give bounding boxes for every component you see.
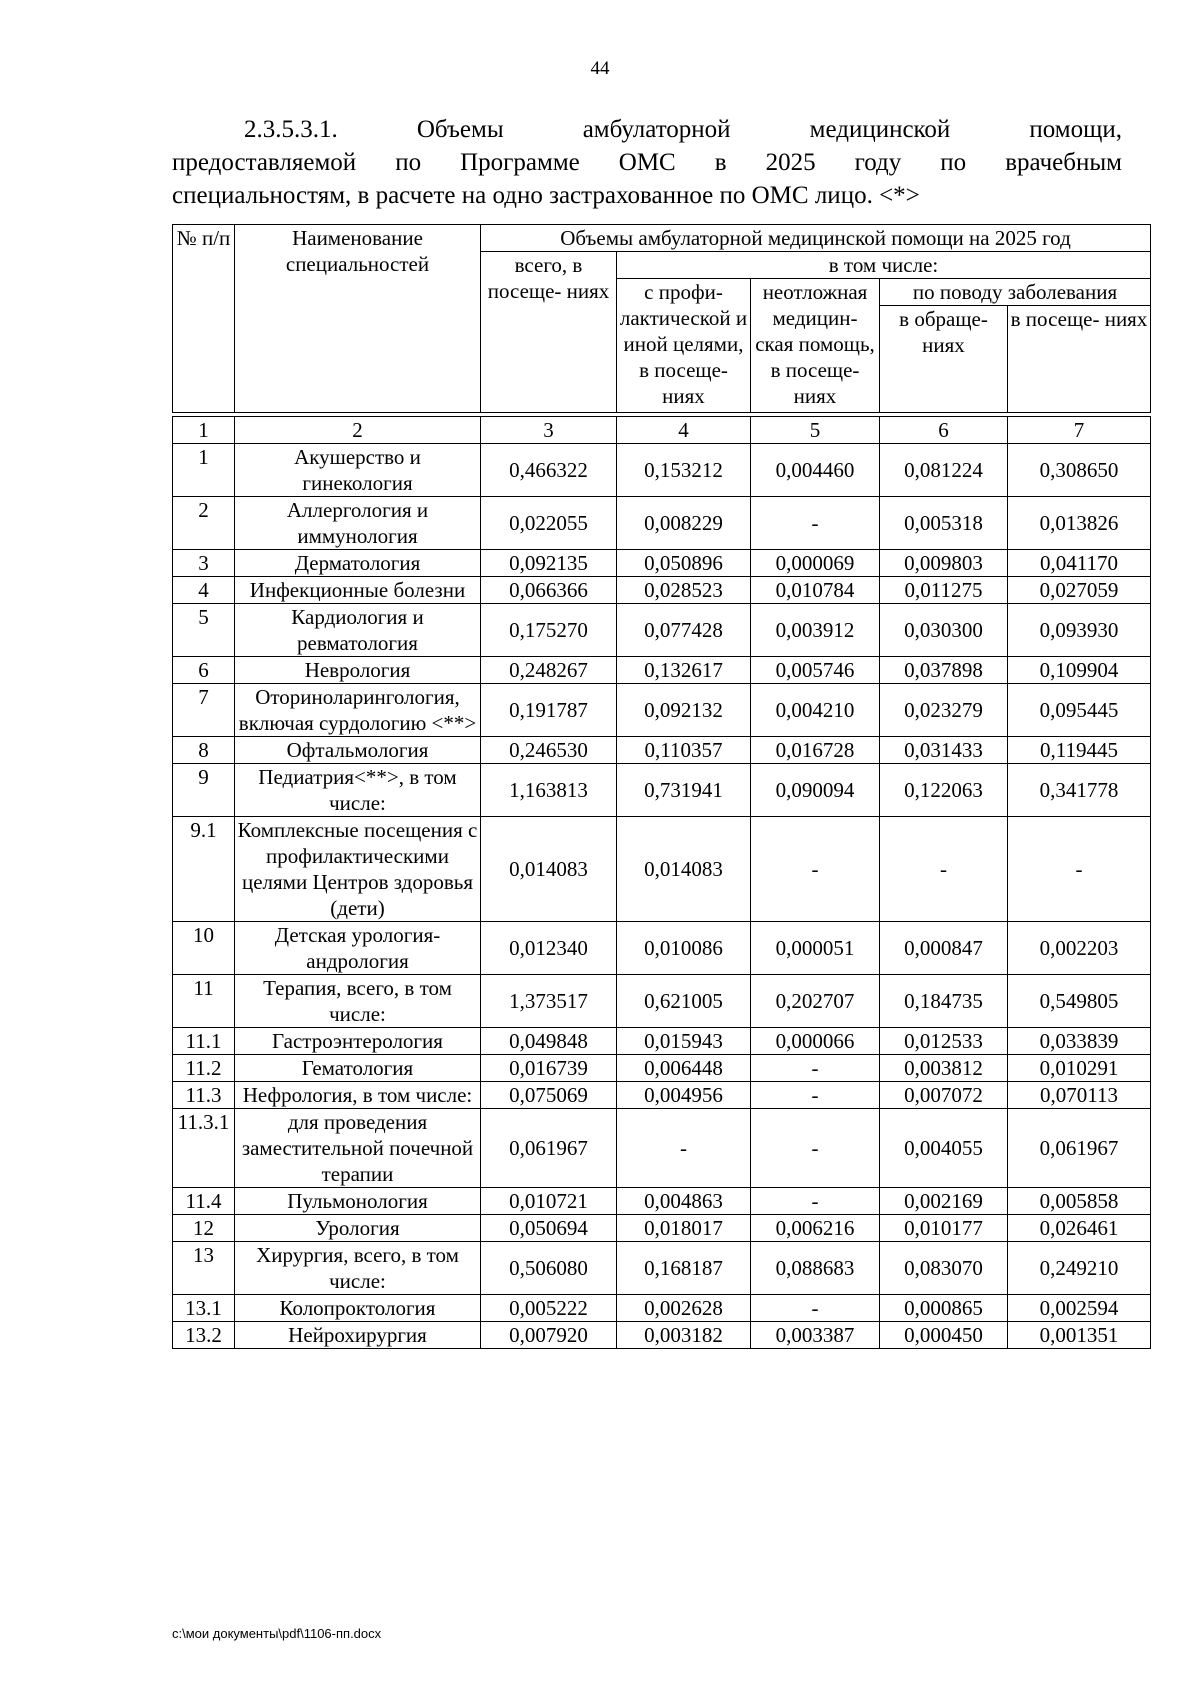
specialty-name: Нефрология, в том числе: [235,1082,481,1109]
heading-line-3: специальностям, в расчете на одно застрахованное по ОМС лицо. <*> [172,182,920,209]
value-visits: 0,002203 [1008,922,1151,975]
value-prophylactic: 0,018017 [617,1215,751,1242]
header-num: № п/п [173,225,235,413]
value-total: 1,163813 [481,764,617,817]
column-number: 3 [481,417,617,444]
column-numbers-row [173,417,1151,444]
value-total: 0,248267 [481,657,617,684]
value-visits: 0,095445 [1008,684,1151,737]
row-number: 8 [173,737,235,764]
value-visits: 0,070113 [1008,1082,1151,1109]
value-urgent: - [751,817,880,922]
row-number: 1 [173,444,235,497]
value-total: 0,014083 [481,817,617,922]
value-appeals: 0,011275 [880,577,1008,604]
value-appeals: 0,081224 [880,444,1008,497]
row-number: 11.4 [173,1188,235,1215]
specialty-name: Пульмонология [235,1188,481,1215]
value-appeals: 0,184735 [880,975,1008,1028]
header-disease: по поводу заболевания [880,279,1151,306]
row-number: 4 [173,577,235,604]
value-total: 0,061967 [481,1109,617,1188]
value-appeals: 0,012533 [880,1028,1008,1055]
value-prophylactic: 0,077428 [617,604,751,657]
header-group: Объемы амбулаторной медицинской помощи на 2025 год [481,225,1151,252]
specialty-name: Кардиология и ревматология [235,604,481,657]
header-name: Наименование специальностей [235,225,481,413]
table-row [173,737,1151,764]
heading-line-2: предоставляемой по Программе ОМС в 2025 году по врачебным [172,149,1122,176]
value-visits: 0,005858 [1008,1188,1151,1215]
column-number: 6 [880,417,1008,444]
value-appeals: 0,010177 [880,1215,1008,1242]
value-urgent: 0,000066 [751,1028,880,1055]
value-total: 0,466322 [481,444,617,497]
table-row [173,1215,1151,1242]
specialty-name: Аллергология и иммунология [235,497,481,550]
value-prophylactic: 0,010086 [617,922,751,975]
value-appeals: 0,002169 [880,1188,1008,1215]
file-path-footer: c:\мои документы\pdf\1106-пп.docx [172,1626,382,1641]
row-number: 11.2 [173,1055,235,1082]
table-row [173,604,1151,657]
table-header [173,225,1151,413]
value-total: 0,191787 [481,684,617,737]
table-row [173,1028,1151,1055]
value-visits: 0,308650 [1008,444,1151,497]
table-row [173,577,1151,604]
value-urgent: 0,004210 [751,684,880,737]
value-visits: 0,109904 [1008,657,1151,684]
value-visits: 0,027059 [1008,577,1151,604]
table-row [173,1322,1151,1349]
header-urgent: неотложная медицин- ская помощь, в посеще- ниях [751,279,880,413]
specialty-name: Офтальмология [235,737,481,764]
header-appeals: в обраще- ниях [880,306,1008,413]
value-prophylactic: 0,092132 [617,684,751,737]
column-number: 4 [617,417,751,444]
value-urgent: - [751,1055,880,1082]
value-prophylactic: 0,153212 [617,444,751,497]
column-number: 5 [751,417,880,444]
value-urgent: 0,003387 [751,1322,880,1349]
table-row [173,1082,1151,1109]
value-prophylactic: 0,110357 [617,737,751,764]
value-total: 0,012340 [481,922,617,975]
specialty-name: Колопроктология [235,1295,481,1322]
row-number: 11.3.1 [173,1109,235,1188]
value-visits: 0,119445 [1008,737,1151,764]
value-appeals: 0,003812 [880,1055,1008,1082]
value-urgent: 0,004460 [751,444,880,497]
specialty-name: Гематология [235,1055,481,1082]
value-total: 0,066366 [481,577,617,604]
value-appeals: 0,083070 [880,1242,1008,1295]
value-prophylactic: 0,002628 [617,1295,751,1322]
value-urgent: - [751,1109,880,1188]
value-urgent: 0,005746 [751,657,880,684]
specialty-name: Комплексные посещения с профилактическими целями Центров здоровья (дети) [235,817,481,922]
value-visits: 0,249210 [1008,1242,1151,1295]
value-urgent: 0,090094 [751,764,880,817]
value-appeals: 0,009803 [880,550,1008,577]
table-row [173,497,1151,550]
value-visits: 0,341778 [1008,764,1151,817]
value-prophylactic: 0,168187 [617,1242,751,1295]
value-total: 0,092135 [481,550,617,577]
specialty-name: Хирургия, всего, в том числе: [235,1242,481,1295]
table-row [173,1188,1151,1215]
value-visits: 0,001351 [1008,1322,1151,1349]
specialty-name: Педиатрия<**>, в том числе: [235,764,481,817]
value-total: 0,246530 [481,737,617,764]
value-total: 0,007920 [481,1322,617,1349]
specialty-name: Нейрохирургия [235,1322,481,1349]
row-number: 9 [173,764,235,817]
specialty-name: Детская урология- андрология [235,922,481,975]
value-prophylactic: 0,015943 [617,1028,751,1055]
value-total: 0,506080 [481,1242,617,1295]
table-row [173,975,1151,1028]
value-appeals: 0,122063 [880,764,1008,817]
value-prophylactic: 0,006448 [617,1055,751,1082]
table-row [173,684,1151,737]
value-visits: 0,093930 [1008,604,1151,657]
specialty-name: Неврология [235,657,481,684]
value-urgent: 0,006216 [751,1215,880,1242]
value-urgent: 0,088683 [751,1242,880,1295]
value-prophylactic: 0,050896 [617,550,751,577]
row-number: 12 [173,1215,235,1242]
table-body [173,413,1151,1349]
table-row [173,657,1151,684]
value-appeals: 0,000865 [880,1295,1008,1322]
heading-line-1: 2.3.5.3.1. Объемы амбулаторной медицинской помощи, [244,116,1122,143]
value-total: 0,075069 [481,1082,617,1109]
row-number: 7 [173,684,235,737]
table-row [173,1242,1151,1295]
value-prophylactic: 0,003182 [617,1322,751,1349]
row-number: 3 [173,550,235,577]
column-number: 7 [1008,417,1151,444]
value-prophylactic: 0,132617 [617,657,751,684]
header-including: в том числе: [617,252,1151,279]
table-row [173,444,1151,497]
value-total: 0,016739 [481,1055,617,1082]
value-appeals: 0,004055 [880,1109,1008,1188]
value-urgent: 0,202707 [751,975,880,1028]
value-urgent: 0,000069 [751,550,880,577]
specialty-name: Гастроэнтерология [235,1028,481,1055]
header-total: всего, в посеще- ниях [481,252,617,413]
value-prophylactic: 0,731941 [617,764,751,817]
table-row [173,922,1151,975]
value-appeals: - [880,817,1008,922]
value-urgent: - [751,497,880,550]
specialty-name: Инфекционные болезни [235,577,481,604]
value-prophylactic: 0,004863 [617,1188,751,1215]
value-visits: - [1008,817,1151,922]
table-row [173,764,1151,817]
volumes-table [172,224,1151,1349]
value-total: 0,010721 [481,1188,617,1215]
column-number: 2 [235,417,481,444]
value-appeals: 0,023279 [880,684,1008,737]
specialty-name: Дерматология [235,550,481,577]
value-visits: 0,013826 [1008,497,1151,550]
row-number: 13.1 [173,1295,235,1322]
row-number: 2 [173,497,235,550]
value-total: 0,049848 [481,1028,617,1055]
value-visits: 0,026461 [1008,1215,1151,1242]
value-urgent: 0,003912 [751,604,880,657]
table-heading [172,113,1122,212]
value-prophylactic: - [617,1109,751,1188]
row-number: 11.3 [173,1082,235,1109]
specialty-name: Оториноларингология, включая сурдологию <**> [235,684,481,737]
value-prophylactic: 0,621005 [617,975,751,1028]
value-appeals: 0,000847 [880,922,1008,975]
value-visits: 0,549805 [1008,975,1151,1028]
value-appeals: 0,007072 [880,1082,1008,1109]
value-appeals: 0,037898 [880,657,1008,684]
table-row [173,1055,1151,1082]
value-prophylactic: 0,014083 [617,817,751,922]
value-total: 0,005222 [481,1295,617,1322]
value-urgent: 0,000051 [751,922,880,975]
specialty-name: Терапия, всего, в том числе: [235,975,481,1028]
specialty-name: для проведения заместительной почечной терапии [235,1109,481,1188]
table-row [173,550,1151,577]
table-row [173,817,1151,922]
value-urgent: 0,010784 [751,577,880,604]
header-visits: в посеще- ниях [1008,306,1151,413]
value-visits: 0,002594 [1008,1295,1151,1322]
value-total: 0,175270 [481,604,617,657]
table-row [173,1295,1151,1322]
value-appeals: 0,031433 [880,737,1008,764]
header-prophylactic: с профи- лактической и иной целями, в посеще- ниях [617,279,751,413]
page-number: 44 [590,58,610,79]
value-appeals: 0,000450 [880,1322,1008,1349]
specialty-name: Урология [235,1215,481,1242]
value-visits: 0,010291 [1008,1055,1151,1082]
value-visits: 0,033839 [1008,1028,1151,1055]
value-prophylactic: 0,028523 [617,577,751,604]
value-prophylactic: 0,004956 [617,1082,751,1109]
row-number: 13 [173,1242,235,1295]
value-total: 0,022055 [481,497,617,550]
value-visits: 0,061967 [1008,1109,1151,1188]
row-number: 11 [173,975,235,1028]
value-total: 0,050694 [481,1215,617,1242]
row-number: 9.1 [173,817,235,922]
value-urgent: 0,016728 [751,737,880,764]
row-number: 5 [173,604,235,657]
specialty-name: Акушерство и гинекология [235,444,481,497]
value-appeals: 0,030300 [880,604,1008,657]
row-number: 10 [173,922,235,975]
value-urgent: - [751,1082,880,1109]
table-row [173,1109,1151,1188]
row-number: 11.1 [173,1028,235,1055]
row-number: 6 [173,657,235,684]
value-prophylactic: 0,008229 [617,497,751,550]
value-urgent: - [751,1188,880,1215]
row-number: 13.2 [173,1322,235,1349]
value-total: 1,373517 [481,975,617,1028]
value-appeals: 0,005318 [880,497,1008,550]
value-visits: 0,041170 [1008,550,1151,577]
column-number: 1 [173,417,235,444]
value-urgent: - [751,1295,880,1322]
